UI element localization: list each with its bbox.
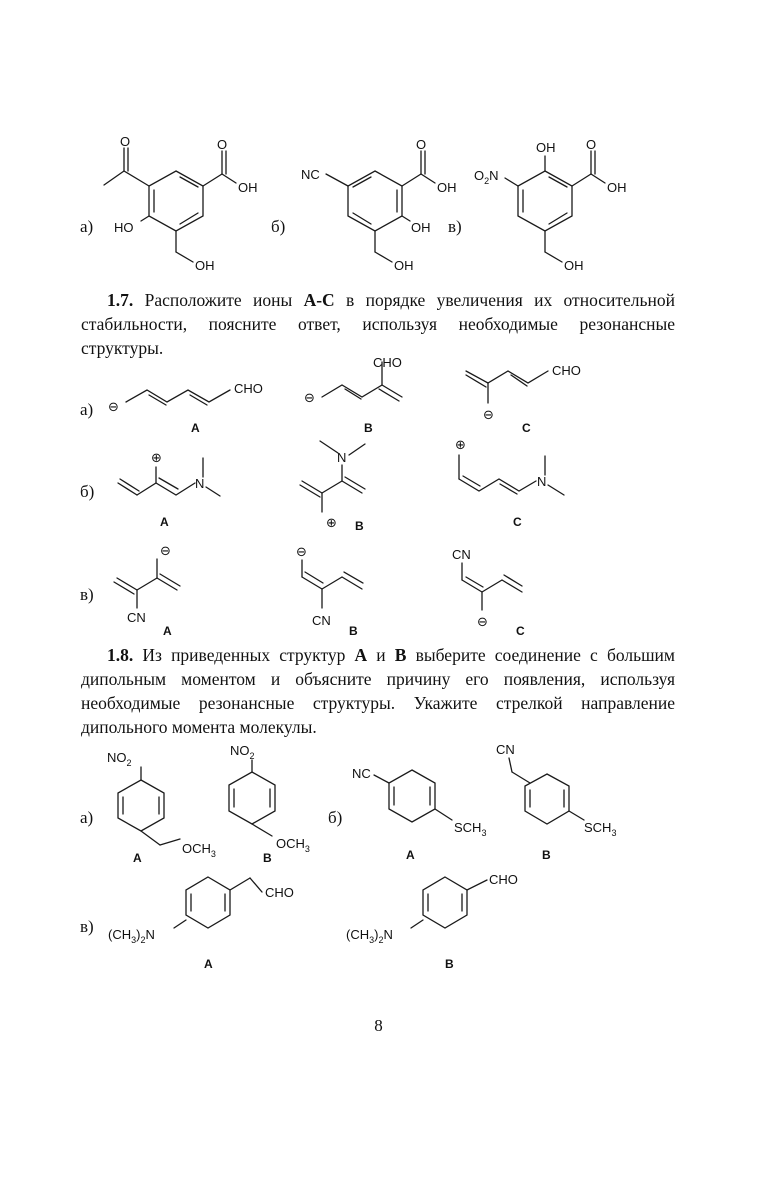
- svg-text:A: A: [191, 421, 200, 435]
- structures-1-7-b: [0, 435, 757, 535]
- option-label-a: а): [80, 217, 94, 236]
- svg-text:OH: OH: [411, 220, 431, 235]
- svg-text:B: B: [349, 624, 358, 638]
- svg-text:O: O: [586, 137, 597, 152]
- svg-text:O: O: [217, 137, 228, 152]
- svg-text:O2N: $O_2N$: [474, 168, 499, 186]
- molecule-1-8-v-A: [108, 877, 294, 971]
- svg-text:HO: HO: [114, 220, 134, 235]
- problem-1-8-text: 1.8. Из приведенных структур A и B выберите соединение с большим дипольным моментом и объясните причину его появления, используя необходимые резонансные структуры. Укажите стрелкой направление дипольного момента молекулы.: [81, 645, 675, 737]
- svg-text:CN: CN: [312, 613, 331, 628]
- svg-text:(CH3)2N: $(CH_3)_2N$: [346, 927, 393, 945]
- ion-1-7-a-C: [466, 363, 581, 435]
- problem-1-7-text: 1.7. Расположите ионы A-C в порядке увеличения их относительной стабильности, поясните ответ, используя необходимые резонансные структуры.: [81, 290, 675, 358]
- svg-text:⊖: ⊖: [477, 614, 488, 629]
- page-number: 8: [374, 1016, 383, 1035]
- svg-text:NC: NC: [301, 167, 320, 182]
- svg-text:⊖: ⊖: [483, 407, 494, 422]
- molecule-1b: [301, 137, 457, 273]
- molecule-1v: [474, 137, 627, 273]
- svg-text:O: O: [416, 137, 427, 152]
- svg-text:в): в): [80, 917, 94, 936]
- svg-text:OH: OH: [394, 258, 414, 273]
- ion-1-7-b-C: [455, 437, 564, 529]
- option-label-b: б): [271, 217, 286, 236]
- svg-text:⊕: ⊕: [455, 437, 466, 452]
- svg-text:CN: CN: [452, 547, 471, 562]
- svg-text:A: A: [160, 515, 169, 529]
- svg-text:⊖: ⊖: [296, 544, 307, 559]
- ion-1-7-b-A: [118, 450, 220, 529]
- ion-1-7-b-B: [300, 441, 365, 533]
- svg-text:OH: OH: [195, 258, 215, 273]
- structures-1-8-v: [0, 865, 757, 975]
- svg-text:O: O: [120, 134, 131, 149]
- molecule-1a: [104, 134, 258, 273]
- svg-text:OH: OH: [564, 258, 584, 273]
- svg-text:OCH3: $OCH_3$: [182, 841, 216, 859]
- svg-text:CHO: CHO: [265, 885, 294, 900]
- svg-text:OCH3: $OCH_3$: [276, 836, 310, 854]
- svg-text:SCH3: $SCH_3$: [584, 820, 617, 838]
- svg-text:(CH3)2N: $(CH_3)_2N$: [108, 927, 155, 945]
- svg-text:N: N: [195, 476, 205, 491]
- svg-text:NO2: $NO_2$: [230, 743, 255, 761]
- svg-text:C: C: [513, 515, 522, 529]
- molecule-1-8-v-B: [346, 872, 518, 971]
- svg-text:OH: OH: [238, 180, 258, 195]
- svg-text:A: A: [204, 957, 213, 971]
- molecule-1-8-a-B: [229, 743, 310, 865]
- ion-1-7-v-A: [114, 543, 180, 638]
- svg-text:б): б): [328, 808, 343, 827]
- problem-1-8-number: 1.8.: [107, 645, 134, 665]
- svg-text:A: A: [133, 851, 142, 865]
- svg-text:⊖: ⊖: [304, 390, 315, 405]
- svg-text:N: N: [537, 474, 547, 489]
- svg-text:C: C: [516, 624, 525, 638]
- structures-1-7-v: [0, 540, 757, 640]
- svg-text:в): в): [80, 585, 94, 604]
- svg-text:C: C: [522, 421, 531, 435]
- structures-1-8-ab: [0, 740, 757, 870]
- svg-text:CHO: CHO: [489, 872, 518, 887]
- svg-text:A: A: [406, 848, 415, 862]
- structures-row-1: [0, 130, 757, 280]
- svg-text:CHO: CHO: [234, 381, 263, 396]
- svg-text:B: B: [542, 848, 551, 862]
- svg-text:NC: NC: [352, 766, 371, 781]
- svg-text:CHO: CHO: [552, 363, 581, 378]
- svg-text:⊕: ⊕: [151, 450, 162, 465]
- svg-text:NO2: $NO_2$: [107, 750, 132, 768]
- svg-text:б): б): [80, 482, 95, 501]
- svg-text:а): а): [80, 400, 94, 419]
- svg-text:A: A: [163, 624, 172, 638]
- structures-1-7-a: [0, 355, 757, 440]
- svg-text:⊖: ⊖: [160, 543, 171, 558]
- molecule-1-8-b-A: [352, 766, 486, 862]
- svg-text:B: B: [364, 421, 373, 435]
- svg-text:CN: CN: [496, 742, 515, 757]
- svg-text:CN: CN: [127, 610, 146, 625]
- svg-text:N: N: [337, 450, 347, 465]
- svg-text:B: B: [263, 851, 272, 865]
- problem-1-7-number: 1.7.: [107, 290, 134, 310]
- svg-text:OH: OH: [437, 180, 457, 195]
- ion-1-7-a-B: [304, 355, 402, 435]
- svg-text:SCH3: $SCH_3$: [454, 820, 487, 838]
- svg-text:⊕: ⊕: [326, 515, 337, 530]
- ion-1-7-a-A: [126, 381, 263, 435]
- svg-text:⊖: ⊖: [108, 399, 119, 414]
- svg-text:а): а): [80, 808, 94, 827]
- molecule-1-8-b-B: [496, 742, 616, 862]
- svg-text:CHO: CHO: [373, 355, 402, 370]
- option-label-v: в): [448, 217, 462, 236]
- ion-1-7-v-B: [296, 544, 363, 638]
- svg-text:B: B: [355, 519, 364, 533]
- molecule-1-8-a-A: [107, 750, 216, 865]
- svg-text:OH: OH: [607, 180, 627, 195]
- svg-text:B: B: [445, 957, 454, 971]
- ion-1-7-v-C: [452, 547, 525, 638]
- svg-text:OH: OH: [536, 140, 556, 155]
